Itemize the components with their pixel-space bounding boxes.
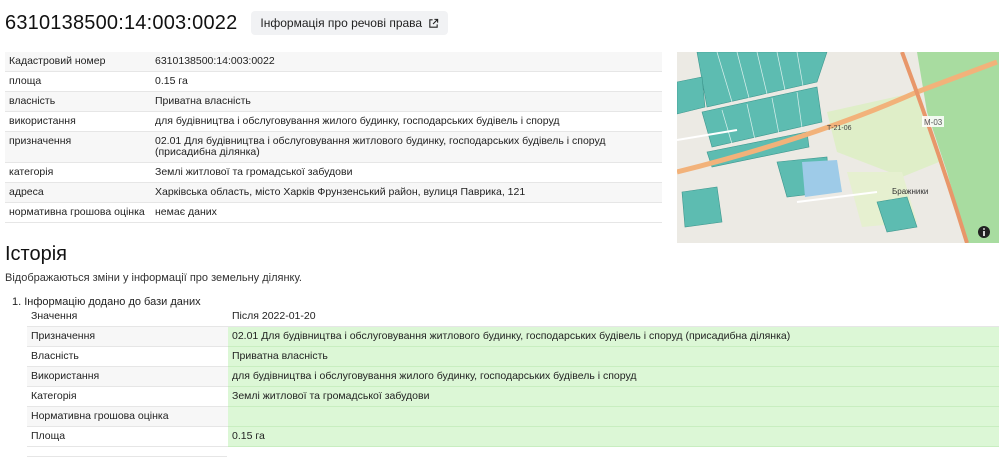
info-row-area	[5, 72, 662, 92]
info-key: адреса	[5, 183, 151, 203]
info-icon[interactable]	[978, 226, 990, 238]
info-row-address	[5, 183, 662, 203]
history-value: 0.15 га	[228, 427, 999, 447]
info-key: категорія	[5, 163, 151, 183]
info-value: Приватна власність	[151, 92, 662, 112]
history-key: Використання	[27, 367, 228, 387]
history-row-category	[27, 387, 999, 407]
external-link-icon	[428, 18, 439, 29]
info-row-purpose	[5, 132, 662, 163]
history-value: Приватна власність	[228, 347, 999, 367]
info-value: Харківська область, місто Харків Фрунзенський район, вулиця Паврика, 121	[151, 183, 662, 203]
history-value	[228, 407, 999, 427]
history-value: для будівництва і обслуговування жилого будинку, господарських будівель і споруд	[228, 367, 999, 387]
info-value: немає даних	[151, 203, 662, 223]
info-value: Землі житлової та громадської забудови	[151, 163, 662, 183]
history-row-value	[27, 307, 999, 327]
info-value: 0.15 га	[151, 72, 662, 92]
history-row-valuation	[27, 407, 999, 427]
history-value: Після 2022-01-20	[228, 307, 999, 327]
info-row-valuation	[5, 203, 662, 223]
history-key: Значення	[27, 307, 228, 327]
history-row-usage	[27, 367, 999, 387]
history-event-title: 1. Інформацію додано до бази даних	[12, 296, 201, 308]
history-title: Історія	[5, 243, 68, 265]
info-key: призначення	[5, 132, 151, 163]
info-row-usage	[5, 112, 662, 132]
info-value: для будівництва і обслуговування жилого будинку, господарських будівель і споруд	[151, 112, 662, 132]
history-key: Категорія	[27, 387, 228, 407]
divider	[27, 456, 227, 457]
info-row-cadastral	[5, 52, 662, 72]
history-key: Призначення	[27, 327, 228, 347]
map-label-district: Бражники	[892, 187, 929, 196]
info-key: нормативна грошова оцінка	[5, 203, 151, 223]
history-row-purpose	[27, 327, 999, 347]
parcel-info-table	[5, 52, 662, 223]
history-table	[27, 307, 999, 447]
map-label-road-2: Т-21-06	[827, 125, 852, 132]
page-title: 6310138500:14:003:0022	[5, 11, 238, 34]
info-row-ownership	[5, 92, 662, 112]
history-row-area	[27, 427, 999, 447]
history-value: 02.01 Для будівництва і обслуговування житлового будинку, господарських будівель і споруд (присадибна ділянка)	[228, 327, 999, 347]
info-key: використання	[5, 112, 151, 132]
history-value: Землі житлової та громадської забудови	[228, 387, 999, 407]
info-key: площа	[5, 72, 151, 92]
info-row-category	[5, 163, 662, 183]
info-value: 6310138500:14:003:0022	[151, 52, 662, 72]
rights-info-label: Інформація про речові права	[260, 16, 423, 30]
history-row-ownership	[27, 347, 999, 367]
history-key: Площа	[27, 427, 228, 447]
info-value: 02.01 Для будівництва і обслуговування житлового будинку, господарських будівель і споруд (присадибна ділянка)	[151, 132, 662, 163]
header	[5, 8, 448, 38]
history-key: Власність	[27, 347, 228, 367]
history-description: Відображаються зміни у інформації про земельну ділянку.	[5, 272, 302, 284]
info-key: власність	[5, 92, 151, 112]
map-label-road-1: М-03	[924, 118, 943, 127]
rights-info-button[interactable]	[251, 11, 448, 35]
info-key: Кадастровий номер	[5, 52, 151, 72]
history-key: Нормативна грошова оцінка	[27, 407, 228, 427]
parcel-map[interactable]	[677, 52, 999, 243]
